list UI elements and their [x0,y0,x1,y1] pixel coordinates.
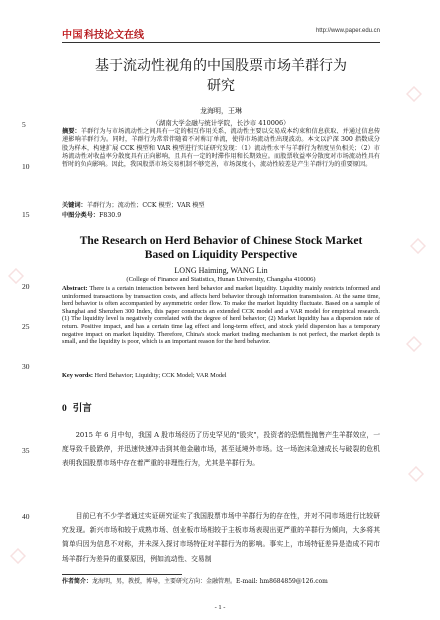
authors-en: LONG Haiming, WANG Lin [174,266,268,275]
section-title: 引言 [72,403,92,414]
keywords-en-label: Key words: [62,372,93,379]
watermark-diamond-icon [410,238,426,254]
watermark-diamond-icon [406,86,422,102]
line-number: 35 [22,446,30,455]
authors-cn: 龙海明，王琳 [200,107,242,115]
footnote-text: 龙海明，男，教授，博导，主要研究方向：金融管理。E-mail: hm8684859@126.com [92,578,328,585]
header-divider [62,42,380,43]
logo-dark-text: 科技论文在线 [84,29,144,41]
line-number: 40 [22,512,30,521]
line-number: 15 [22,210,30,219]
title-cn-line1: 基于流动性视角的中国股票市场羊群行为 [95,58,347,74]
line-number: 5 [22,120,26,129]
paper-title-en [62,234,380,262]
affiliation-cn: （湖南大学金融与统计学院，长沙市 410006） [152,119,290,127]
title-en-line1: The Research on Herd Behavior of Chinese Stock Market [79,235,363,247]
line-number: 25 [22,322,30,331]
watermark-diamond-icon [8,268,24,284]
body-paragraph: 2015 年 6 月中旬，我国 A 股市场经历了历史罕见的"股灾"，投资者的恐慌性抛售产生羊群效应，一度导致千股跌停，并迅速快速冲击到其他金融市场，甚至延境外市场。这一场泡沫急速成长与破裂的危机表明我国股票市场中存在着严重的非理性行为，尤其是羊群行为。 [62,431,380,468]
classification-cn-text: F830.9 [99,212,122,219]
section-heading [62,400,92,414]
watermark-diamond-icon [408,466,424,482]
abstract-cn [62,128,380,169]
keywords-en-text: Herd Behavior; Liquidity; CCK Model; VAR Model [94,372,227,379]
classification-cn-label: 中图分类号： [62,212,100,219]
affiliation-en: (College of Finance and Statistics, Hunan University, Changsha 410006) [126,276,316,283]
keywords-cn [62,200,380,209]
site-url-link[interactable]: http://www.paper.edu.cn [315,28,380,34]
abstract-en [62,285,380,346]
watermark-diamond-icon [406,336,422,352]
paper-title-cn [62,56,380,96]
keywords-cn-text: 羊群行为；流动性；CCK 模型；VAR 模型 [86,202,205,209]
journal-logo[interactable] [62,26,144,40]
abstract-cn-text: 羊群行为与市场流动性之间具有一定的相互作用关系，流动性主要以交易成本约束和信息获取、并通过信息传递影响羊群行为。同时，羊群行为常常伴随着不对称订单流，使得市场流动性出现波动。本文以沪深 300 指数成分股为样本，构建扩展 CCK 模型和 VAR 模型进行实证研究发现：（1）流动性水平与羊群行为程度呈负相关；（2）市场流动性对收益率分散度具有正向影响，且具有一定的时滞作用和长期效应。而股票收益率分散度对市场流动性具有暂时的负向影响。因此，我国股票市场交易机制不够完善，市场深度小，流动性较差是产生羊群行为的重要原因。 [62,128,381,169]
page-number: - 1 - [214,604,226,611]
title-en-line2: Based on Liquidity Perspective [144,249,298,261]
abstract-cn-label: 摘要： [62,128,81,135]
author-footnote [62,578,380,586]
footnote-divider [62,574,182,575]
abstract-en-label: Abstract: [62,285,88,292]
abstract-en-text: There is a certain interaction between herd behavior and market liquidity. Liquidity mainly restricts informed and uninformed transactions by transaction costs, and affects herd behavior through information transmission. At the same time, herd behavior is often accompanied by asymmetric order flow. To make the market liquidity fluctuate. Based on a sample of Shanghai and Shenzhen 300 Index, this paper constructs an extended CCK model and a VAR model for empirical research. (1) The liquidity level is negatively correlated with the degree of herd behavior; (2) Market liquidity has a dispersion rate of return. Positive impact, and has a certain time lag effect and long-term effect, and stock yield dispersion has a temporary negative impact on market liquidity. Therefore, China's stock market trading mechanism is not perfect, the market depth is small, and the liquidity is poor, which is an important reason for the herd behavior. [62,285,380,346]
page-header [62,26,380,40]
watermark-diamond-icon [10,548,26,564]
footnote-label: 作者简介： [62,578,93,585]
classification-cn [62,210,380,219]
keywords-en [62,372,380,379]
keywords-cn-label: 关键词： [62,202,87,209]
body-paragraph: 目前已有不少学者通过实证研究证实了我国股票市场中羊群行为的存在性，并对不同市场进行比较研究发现。新兴市场和较于成熟市场、创业板市场相较于主板市场表现出更严重的羊群行为倾向，大多将其简单归因为信息不对称，并未深入探讨市场特征对羊群行为的影响。事实上，市场特征差异是造成不同市场羊群行为差异的重要原因，例如流动性、交易制 [62,512,380,563]
section-number: 0 [62,404,67,414]
title-cn-line2: 研究 [207,78,235,94]
logo-red-text: 中国 [62,29,83,41]
line-number: 10 [22,162,30,171]
line-number: 20 [22,282,30,291]
line-number: 30 [22,362,30,371]
